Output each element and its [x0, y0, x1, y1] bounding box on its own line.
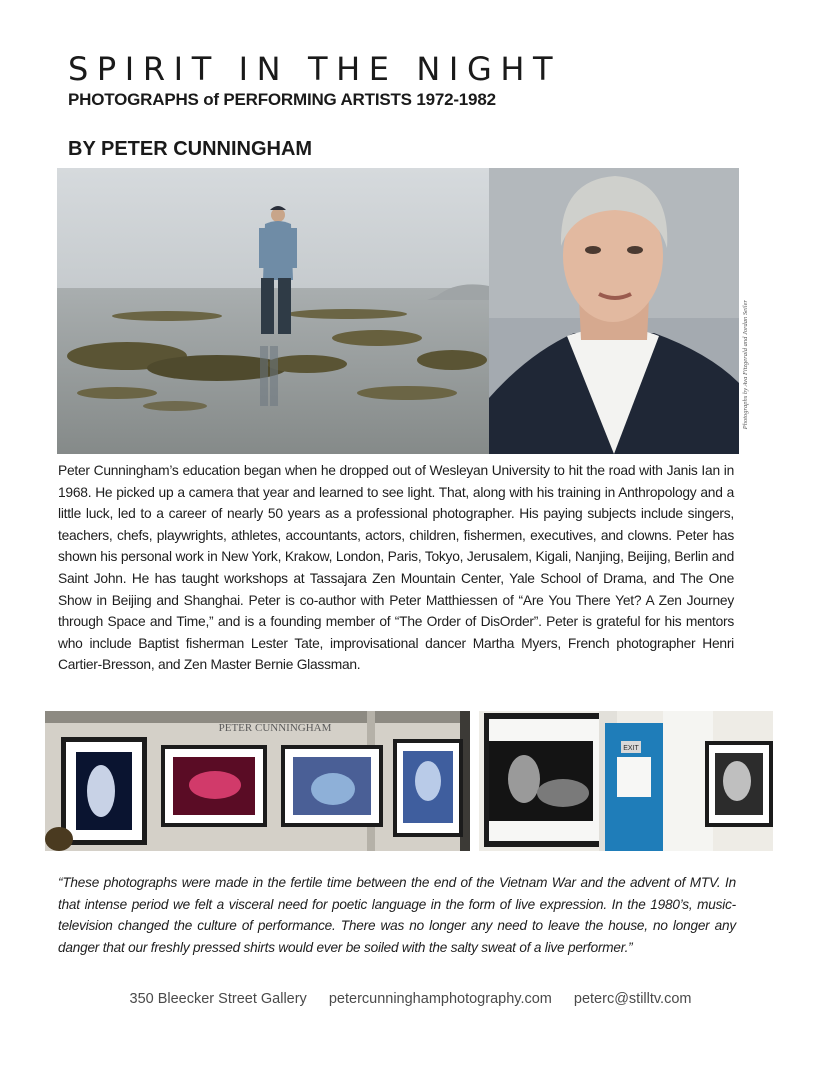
footer-email-link[interactable]: peterc@stilltv.com: [573, 991, 692, 1007]
photo-gallery-hallway: [479, 711, 773, 851]
footer-venue: 350 Bleecker Street Gallery: [129, 991, 307, 1007]
artist-quote: “These photographs were made in the fertile time between the end of the Vietnam War and the advent of MTV. In that intense period we felt a visceral need for poetic language in the form of live expression. In the 1980’s, music-television changed the culture of performance. There was no longer any need to leave the house, no longer any danger that our freshly pressed shirts would ever be soiled with the salty sweat of a live performer.”: [58, 875, 736, 955]
page-title: SPIRIT IN THE NIGHT: [68, 50, 562, 88]
page-subtitle: PHOTOGRAPHS of PERFORMING ARTISTS 1972-1982: [68, 90, 496, 109]
photo-artist-on-shore: [57, 168, 489, 454]
byline: BY PETER CUNNINGHAM: [68, 138, 313, 160]
photo-credit: Photographs by Ava Fitzgerald and Jordan Seiler: [742, 300, 749, 430]
footer-website-link[interactable]: petercunninghamphotography.com: [328, 991, 552, 1007]
photo-portrait: [489, 168, 739, 454]
gallery-sign-text: PETER CUNNINGHAM: [218, 722, 332, 734]
photo-gallery-wall: [45, 711, 470, 851]
door-sign-text: EXIT: [623, 745, 639, 752]
footer: [0, 991, 821, 1007]
bio-paragraph: Peter Cunningham’s education began when he dropped out of Wesleyan University to hit the road with Janis Ian in 1968. He picked up a camera that year and learned to see light. That, along with his training in Anthropology and a little luck, led to a career of nearly 50 years as a professional photographer. His paying subjects include singers, teachers, chefs, playwrights, athletes, accountants, actors, children, fishermen, executives, and clowns. Peter has shown his personal work in New York, Krakow, London, Paris, Tokyo, Jerusalem, Kigali, Nanjing, Beijing, Berlin and Saint John. He has taught workshops at Tassajara Zen Mountain Center, Yale School of Drama, and The One Show in Beijing and Shanghai. Peter is co-author with Peter Matthiessen of “Are You There Yet? A Zen Journey through Space and Time,” and is a founding member of “The Order of DisOrder”. Peter is grateful for his mentors who include Baptist fisherman Lester Tate, improvisational dancer Martha Myers, French photographer Henri Cartier-Bresson, and Zen Master Bernie Glassman.: [58, 463, 734, 673]
